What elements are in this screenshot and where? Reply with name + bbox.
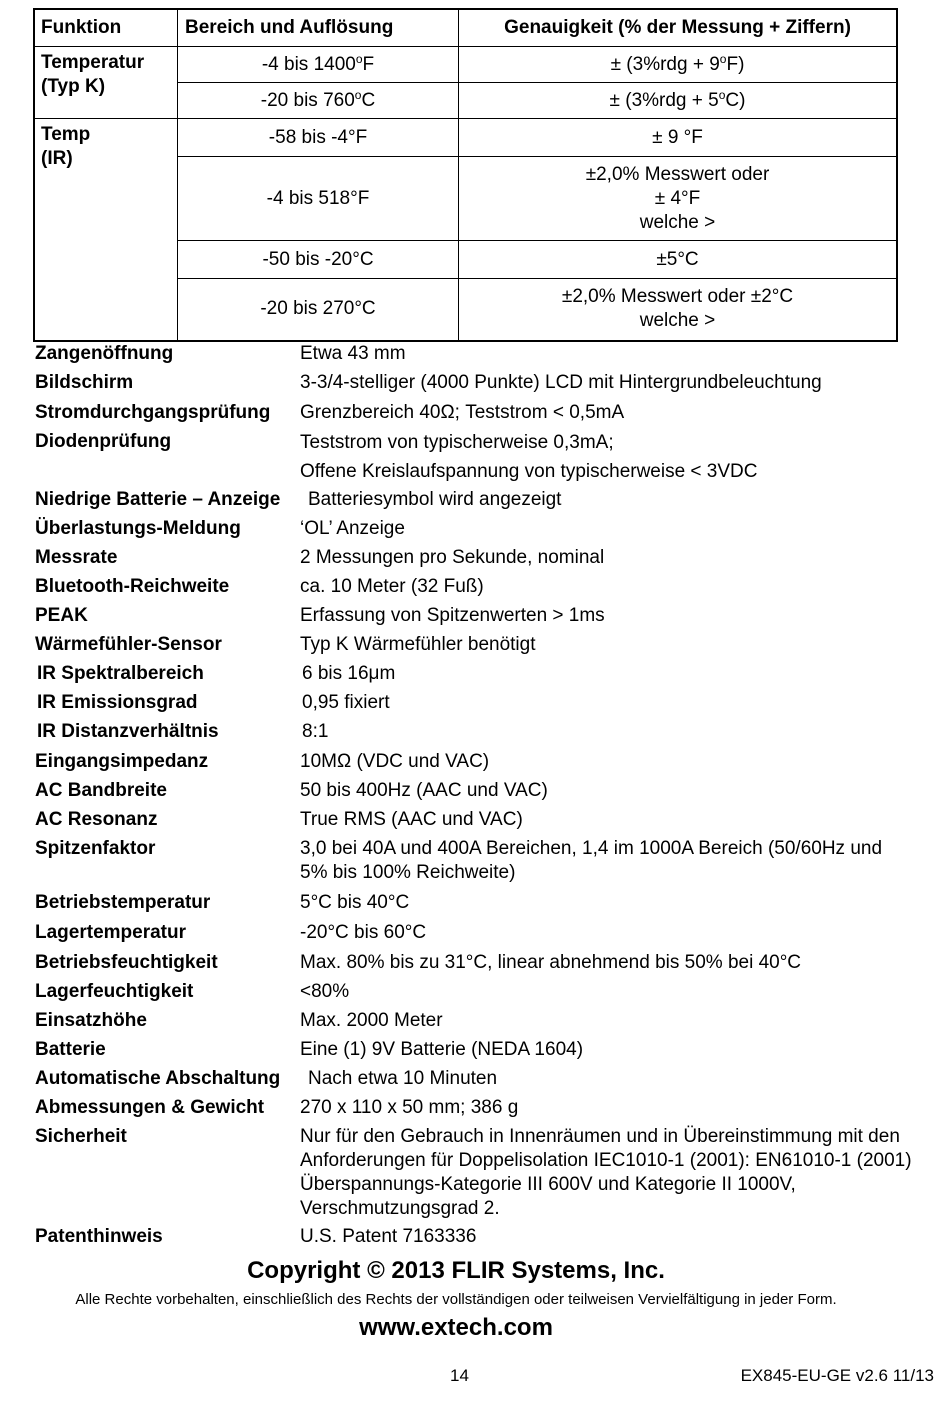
spec-value: Batteriesymbol wird angezeigt <box>308 489 562 510</box>
spec-value: -20°C bis 60°C <box>300 922 427 943</box>
spec-label: IR Emissionsgrad <box>37 692 198 713</box>
accuracy-cell: ±2,0% Messwert oder ±2°C welche > <box>459 279 898 341</box>
table-row <box>34 119 897 157</box>
spec-value: Eine (1) 9V Batterie (NEDA 1604) <box>300 1039 584 1060</box>
range-cell: -58 bis -4°F <box>178 119 459 157</box>
page-number: 14 <box>450 1366 469 1385</box>
spec-label: Stromdurchgangsprüfung <box>35 402 271 423</box>
spec-value: 270 x 110 x 50 mm; 386 g <box>300 1097 519 1118</box>
spec-value: 3,0 bei 40A und 400A Bereichen, 1,4 im 1000A Bereich (50/60Hz und 5% bis 100% Reichweite) <box>300 838 883 883</box>
range-cell: -4 bis 518°F <box>178 157 459 241</box>
rights-notice: Alle Rechte vorbehalten, einschließlich des Rechts der vollständigen oder teilweisen Vervielfältigung in jeder Form. <box>75 1291 837 1308</box>
spec-label: Lagertemperatur <box>35 922 186 943</box>
spec-value: Nach etwa 10 Minuten <box>308 1068 498 1089</box>
header-genauigkeit: Genauigkeit (% der Messung + Ziffern) <box>459 9 898 47</box>
spec-label: Sicherheit <box>35 1126 127 1147</box>
accuracy-table <box>33 8 898 342</box>
spec-label: Lagerfeuchtigkeit <box>35 981 194 1002</box>
spec-label: Diodenprüfung <box>35 431 172 452</box>
accuracy-cell: ± $(3\%rdg + 5^oC)$ <box>459 83 898 119</box>
website-link[interactable]: www.extech.com <box>359 1314 553 1341</box>
range-cell: -4 bis 1400$^o$F <box>178 47 459 83</box>
spec-value: <80% <box>300 981 350 1002</box>
spec-label: Bluetooth-Reichweite <box>35 576 230 597</box>
spec-label: Überlastungs-Meldung <box>35 518 241 539</box>
accuracy-cell: ±5°C <box>459 241 898 279</box>
accuracy-cell: ±2,0% Messwert oder ± 4°F welche > <box>459 157 898 241</box>
spec-label: AC Resonanz <box>35 809 158 830</box>
spec-label: Spitzenfaktor <box>35 838 156 859</box>
range-cell: -20 bis 270°C <box>178 279 459 341</box>
copyright-notice: Copyright © 2013 FLIR Systems, Inc. <box>247 1257 665 1284</box>
accuracy-cell: ± 9 °F <box>459 119 898 157</box>
spec-value: Typ K Wärmefühler benötigt <box>300 634 536 655</box>
spec-value: Grenzbereich 40Ω; Teststrom < 0,5mA <box>300 402 625 423</box>
spec-value: 2 Messungen pro Sekunde, nominal <box>300 547 605 568</box>
spec-value: Max. 80% bis zu 31°C, linear abnehmend bis 50% bei 40°C <box>300 952 802 973</box>
range-cell: -20 bis 760$^o$C <box>178 83 459 119</box>
spec-value: Teststrom von typischerweise 0,3mA; Offene Kreislaufspannung von typischerweise < 3VDC <box>300 432 758 482</box>
table-row <box>34 47 897 83</box>
spec-label: Automatische Abschaltung <box>35 1068 281 1089</box>
spec-value: ‘OL’ Anzeige <box>300 518 405 539</box>
spec-value: ca. 10 Meter (32 Fuß) <box>300 576 484 597</box>
spec-label: Abmessungen & Gewicht <box>35 1097 265 1118</box>
spec-value: 0,95 fixiert <box>302 692 390 713</box>
spec-label: Messrate <box>35 547 118 568</box>
header-funktion: Funktion <box>34 9 178 47</box>
spec-value: Etwa 43 mm <box>300 343 406 364</box>
spec-label: Betriebstemperatur <box>35 892 211 913</box>
spec-label: AC Bandbreite <box>35 780 167 801</box>
function-temp-k: Temperatur (Typ K) <box>34 47 178 119</box>
spec-label: Wärmefühler-Sensor <box>35 634 222 655</box>
accuracy-cell: ± $(3\%rdg + 9^oF)$ <box>459 47 898 83</box>
spec-value: 8:1 <box>302 721 329 742</box>
spec-label: PEAK <box>35 605 88 626</box>
spec-value: 50 bis 400Hz (AAC und VAC) <box>300 780 548 801</box>
spec-value: 5°C bis 40°C <box>300 892 410 913</box>
document-id: EX845-EU-GE v2.6 11/13 <box>740 1366 934 1385</box>
spec-label: Zangenöffnung <box>35 343 174 364</box>
spec-label: IR Distanzverhältnis <box>37 721 219 742</box>
table-header-row <box>34 9 897 47</box>
spec-label: Eingangsimpedanz <box>35 751 209 772</box>
range-cell: -50 bis -20°C <box>178 241 459 279</box>
spec-label: Betriebsfeuchtigkeit <box>35 952 218 973</box>
spec-label: Patenthinweis <box>35 1226 163 1247</box>
spec-value: 3-3/4-stelliger (4000 Punkte) LCD mit Hintergrundbeleuchtung <box>300 372 822 393</box>
spec-value: 10MΩ (VDC und VAC) <box>300 751 490 772</box>
spec-value: Max. 2000 Meter <box>300 1010 443 1031</box>
function-temp-ir: Temp (IR) <box>34 119 178 341</box>
spec-value: Erfassung von Spitzenwerten > 1ms <box>300 605 605 626</box>
spec-label: Niedrige Batterie – Anzeige <box>35 489 281 510</box>
spec-value: 6 bis 16μm <box>302 663 396 684</box>
spec-value: U.S. Patent 7163336 <box>300 1226 477 1247</box>
spec-label: IR Spektralbereich <box>37 663 204 684</box>
spec-label: Bildschirm <box>35 372 134 393</box>
spec-value: Nur für den Gebrauch in Innenräumen und in Übereinstimmung mit den Anforderungen für Doppelisolation IEC1010-1 (2001): EN61010-1 (2001) Überspannungs-Kategorie III 600V und Kategorie II 1000V, Verschmutzungsgrad 2. <box>300 1126 912 1219</box>
spec-value: True RMS (AAC und VAC) <box>300 809 523 830</box>
header-bereich: Bereich und Auflösung <box>178 9 459 47</box>
spec-label: Einsatzhöhe <box>35 1010 147 1031</box>
spec-label: Batterie <box>35 1039 106 1060</box>
